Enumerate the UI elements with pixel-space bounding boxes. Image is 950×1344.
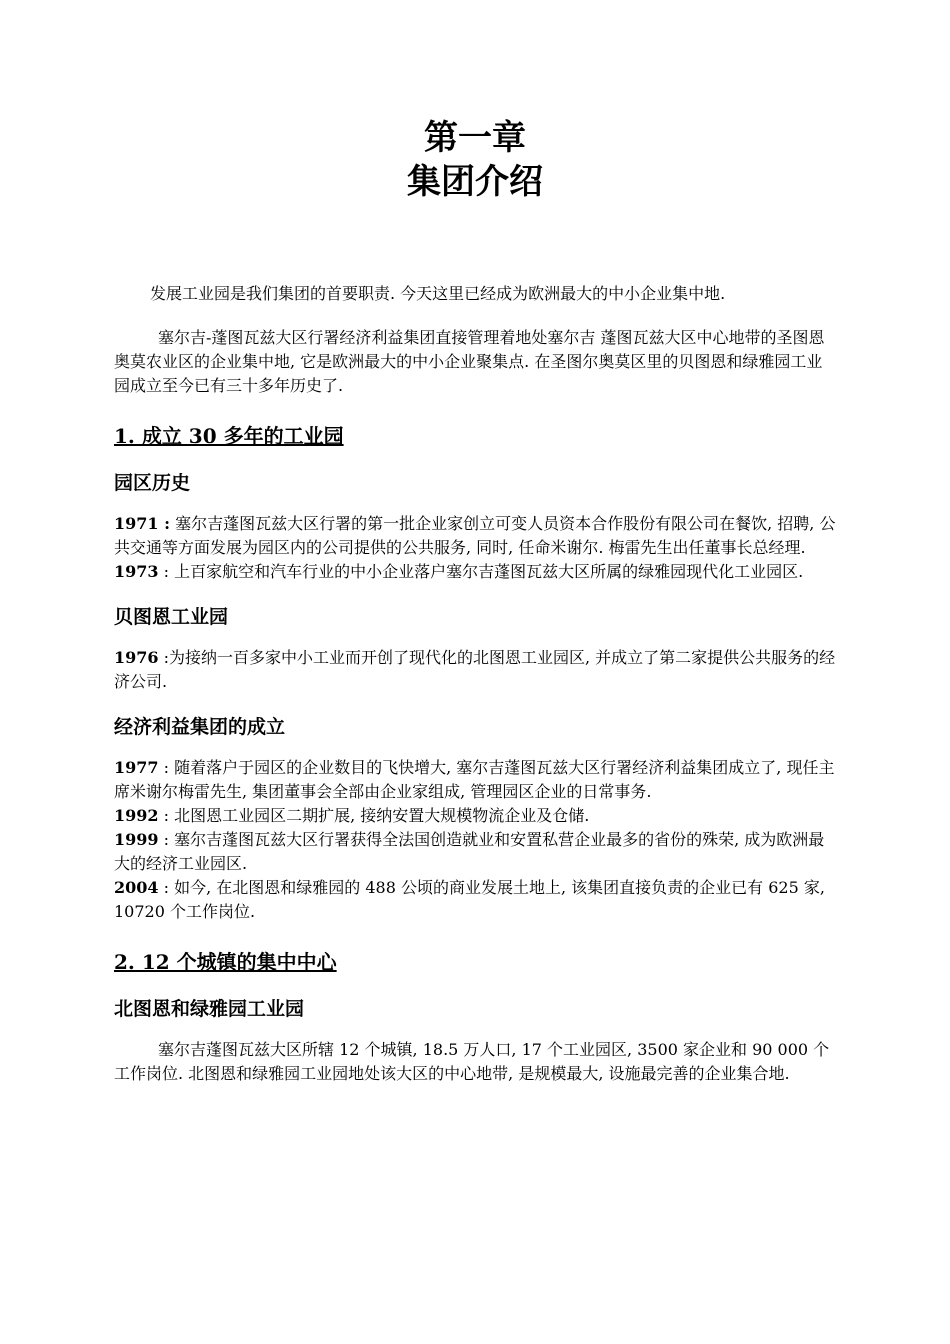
history-entry xyxy=(114,560,838,584)
chapter-number: 第一章 xyxy=(424,118,526,158)
history-entry xyxy=(114,646,838,694)
section-1-heading: 1. 成立 30 多年的工业园 xyxy=(114,424,344,448)
entry-text: : 上百家航空和汽车行业的中小企业落户塞尔吉蓬图瓦兹大区所属的绿雅园现代化工业园区. xyxy=(158,562,804,581)
entry-year: 1999 xyxy=(114,830,159,849)
document-body xyxy=(114,282,838,1086)
chapter-name: 集团介绍 xyxy=(407,162,543,202)
subsection-group-founding-heading: 经济利益集团的成立 xyxy=(114,716,286,738)
history-entry xyxy=(114,756,838,804)
entry-text: : 如今, 在北图恩和绿雅园的 488 公顷的商业发展土地上, 该集团直接负责的企业已有 625 家, 10720 个工作岗位. xyxy=(114,878,825,921)
subsection-park-history-heading: 园区历史 xyxy=(114,472,191,494)
section-2-heading: 2. 12 个城镇的集中中心 xyxy=(114,950,337,974)
history-entry xyxy=(114,512,838,560)
entry-year: 1971 : xyxy=(114,514,171,533)
subsection-parks-heading: 北图恩和绿雅园工业园 xyxy=(114,998,305,1020)
entry-text: : 随着落户于园区的企业数目的飞快增大, 塞尔吉蓬图瓦兹大区行署经济利益集团成立了, 现任主席米谢尔梅雷先生, 集团董事会全部由企业家组成, 管理园区企业的日常事务. xyxy=(114,758,835,801)
history-entry xyxy=(114,804,838,828)
parks-paragraph: 塞尔吉蓬图瓦兹大区所辖 12 个城镇, 18.5 万人口, 17 个工业园区, 3500 家企业和 90 000 个工作岗位. 北图恩和绿雅园工业园地处该大区的中心地带, 是规模最大, 设施最完善的企业集合地. xyxy=(114,1040,830,1083)
intro-paragraph-1: 发展工业园是我们集团的首要职责. 今天这里已经成为欧洲最大的中小企业集中地. xyxy=(150,284,726,303)
entry-year: 1977 xyxy=(114,758,159,777)
entry-year: 2004 xyxy=(114,878,159,897)
entry-text: : 北图恩工业园区二期扩展, 接纳安置大规模物流企业及仓储. xyxy=(158,806,590,825)
subsection-betun-park-heading: 贝图恩工业园 xyxy=(114,606,229,628)
entry-year: 1976 xyxy=(114,648,159,667)
entry-year: 1992 xyxy=(114,806,159,825)
history-entry xyxy=(114,876,838,924)
intro-paragraph-2: 塞尔吉-蓬图瓦兹大区行署经济利益集团直接管理着地处塞尔吉 蓬图瓦兹大区中心地带的圣图恩奥莫农业区的企业集中地, 它是欧洲最大的中小企业聚集点. 在圣图尔奥莫区里的贝图恩和绿雅园工业园成立至今已有三十多年历史了. xyxy=(114,328,825,395)
chapter-title xyxy=(0,116,950,204)
entry-text: 塞尔吉蓬图瓦兹大区行署的第一批企业家创立可变人员资本合作股份有限公司在餐饮, 招聘, 公共交通等方面发展为园区内的公司提供的公共服务, 同时, 任命米谢尔. 梅雷先生出任董事长总经理. xyxy=(114,514,836,557)
entry-year: 1973 xyxy=(114,562,159,581)
entry-text: :为接纳一百多家中小工业而开创了现代化的北图恩工业园区, 并成立了第二家提供公共服务的经济公司. xyxy=(114,648,836,691)
entry-text: : 塞尔吉蓬图瓦兹大区行署获得全法国创造就业和安置私营企业最多的省份的殊荣, 成为欧洲最大的经济工业园区. xyxy=(114,830,825,873)
history-entry xyxy=(114,828,838,876)
